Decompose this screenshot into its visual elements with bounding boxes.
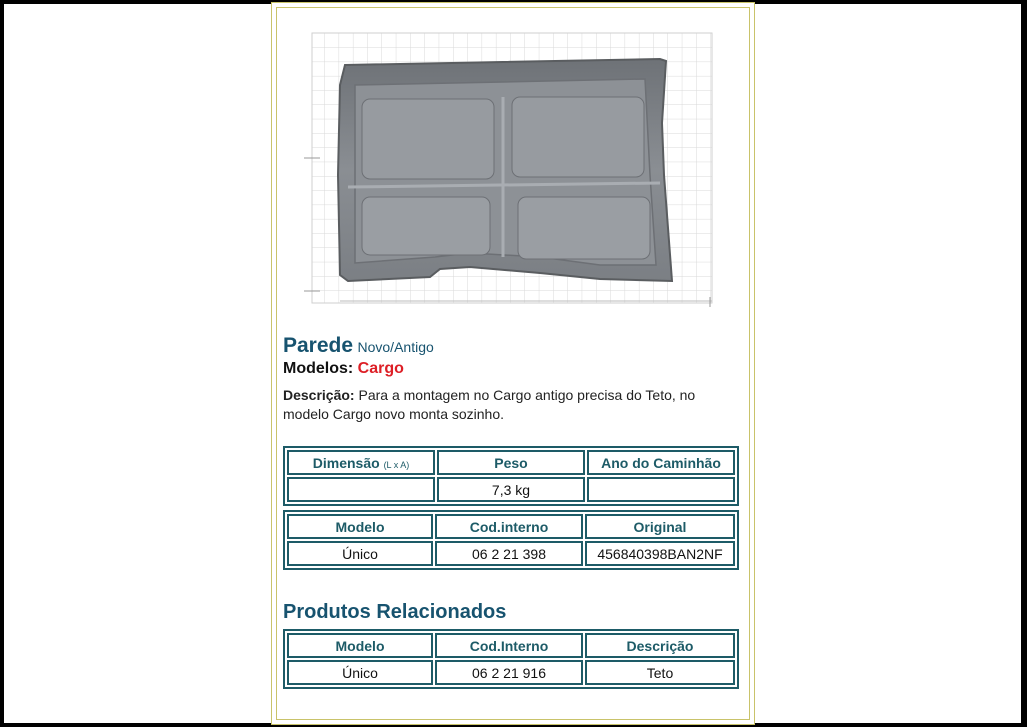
related-cell-description: Teto [585,660,735,685]
product-name: Parede [283,334,354,357]
specs-header-weight: Peso [437,450,585,475]
related-header-model: Modelo [287,633,433,658]
table-row[interactable] [287,660,735,685]
codes-header-internal-code: Cod.interno [435,514,583,539]
models-value: Cargo [357,360,404,377]
codes-cell-model: Único [287,541,433,566]
codes-cell-original: 456840398BAN2NF [585,541,735,566]
product-image [300,25,720,310]
codes-header-original: Original [585,514,735,539]
related-products-table [283,629,739,689]
specs-table [283,446,739,506]
product-description [283,386,723,424]
product-title-line [283,334,434,358]
models-label: Modelos: [283,360,354,377]
specs-header-dimension [287,450,435,475]
related-cell-internal-code: 06 2 21 916 [435,660,583,685]
specs-header-dimension-label: Dimensão [312,454,380,471]
related-header-internal-code: Cod.Interno [435,633,583,658]
description-label: Descrição: [283,387,355,403]
codes-cell-internal-code: 06 2 21 398 [435,541,583,566]
dimension-unit-note: (L x A) [383,459,410,470]
description-text: Para a montagem no Cargo antigo precisa do Teto, no modelo Cargo novo monta sozinho. [283,387,696,422]
specs-cell-dimension [287,477,435,502]
table-row [287,477,735,502]
codes-header-model: Modelo [287,514,433,539]
specs-header-truck-year: Ano do Caminhão [587,450,735,475]
models-line [283,360,404,378]
related-cell-model: Único [287,660,433,685]
related-header-description: Descrição [585,633,735,658]
specs-cell-weight: 7,3 kg [437,477,585,502]
table-row [287,541,735,566]
related-products-title: Produtos Relacionados [283,601,507,623]
product-condition: Novo/Antigo [357,339,434,355]
codes-table [283,510,739,570]
specs-cell-truck-year [587,477,735,502]
